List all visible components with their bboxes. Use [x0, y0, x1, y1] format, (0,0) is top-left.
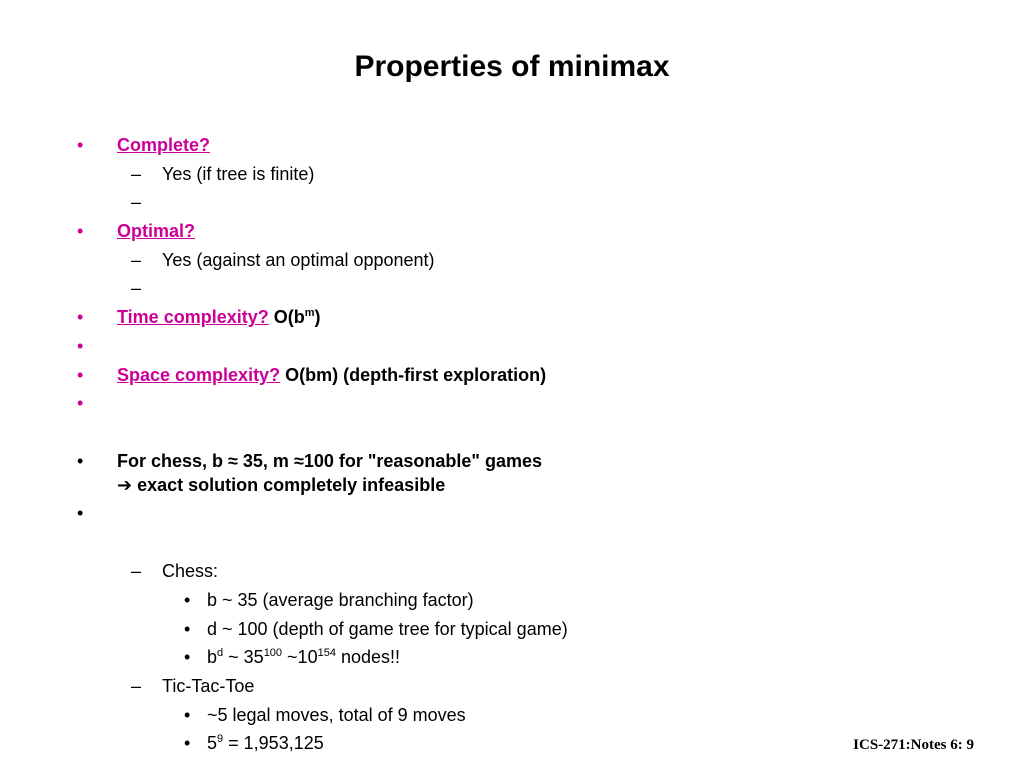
- bullet: •: [77, 336, 84, 356]
- time-question-text: Time complexity?: [117, 307, 269, 327]
- chess-depth: d ~ 100 (depth of game tree for typical game): [207, 619, 568, 639]
- complete-question: [117, 134, 210, 156]
- chess-bd-mid2: ~10: [282, 647, 318, 667]
- bullet: •: [77, 393, 84, 413]
- bullet: •: [184, 647, 191, 667]
- ttt-power-rest: = 1,953,125: [223, 733, 324, 753]
- chess-bd-sup-154: 154: [317, 647, 336, 659]
- optimal-answer: Yes (against an optimal opponent): [162, 250, 435, 270]
- ttt-power: [207, 732, 324, 754]
- dash-marker: –: [131, 164, 142, 184]
- dash-marker: –: [131, 278, 142, 298]
- bullet: •: [77, 135, 84, 155]
- chess-bd-end: nodes!!: [335, 647, 400, 667]
- bullet: •: [77, 451, 84, 471]
- chess-summary-text: exact solution completely infeasible: [137, 475, 446, 495]
- bullet: •: [77, 503, 84, 523]
- time-answer-end: ): [314, 307, 321, 327]
- time-answer: [274, 307, 321, 327]
- slide-title: Properties of minimax: [354, 50, 670, 83]
- complete-answer: Yes (if tree is finite): [162, 164, 315, 184]
- chess-bd-sup-100: 100: [263, 647, 283, 659]
- ttt-power-base: 5: [207, 733, 218, 753]
- dash-marker: –: [131, 561, 142, 581]
- ttt-label: Tic-Tac-Toe: [162, 676, 255, 696]
- complete-question-text: Complete?: [117, 135, 211, 155]
- chess-summary-line1: For chess, b ≈ 35, m ≈100 for "reasonable" games: [117, 451, 542, 471]
- chess-branching: b ~ 35 (average branching factor): [207, 590, 474, 610]
- dash-marker: –: [131, 250, 142, 270]
- time-answer-base: O(b: [273, 307, 305, 327]
- bullet: •: [77, 221, 84, 241]
- chess-bd-base: b: [207, 647, 218, 667]
- dash-marker: –: [131, 676, 142, 696]
- optimal-question: [117, 220, 195, 242]
- space-answer: O(bm) (depth-first exploration): [285, 365, 547, 385]
- chess-bd-mid: ~ 35: [223, 647, 264, 667]
- space-question-text: Space complexity?: [117, 365, 281, 385]
- dash-marker: –: [131, 192, 142, 212]
- time-complexity: [117, 306, 321, 328]
- ttt-moves: ~5 legal moves, total of 9 moves: [207, 705, 466, 725]
- chess-label: Chess:: [162, 561, 219, 581]
- bullet: •: [184, 705, 191, 725]
- bullet: •: [184, 590, 191, 610]
- optimal-question-text: Optimal?: [117, 221, 196, 241]
- chess-node-count: [207, 646, 400, 668]
- chess-summary-line2: [117, 474, 445, 496]
- bullet: •: [184, 619, 191, 639]
- bullet: •: [77, 365, 84, 385]
- ttt-power-sup: 9: [217, 733, 224, 745]
- arrow-icon: ➔: [117, 475, 133, 495]
- bullet: •: [77, 307, 84, 327]
- bullet: •: [184, 733, 191, 753]
- time-answer-sup: m: [304, 307, 315, 319]
- chess-bd-sup-d: d: [217, 647, 224, 659]
- slide-footer: ICS-271:Notes 6: 9: [853, 737, 974, 753]
- space-complexity: [117, 364, 546, 386]
